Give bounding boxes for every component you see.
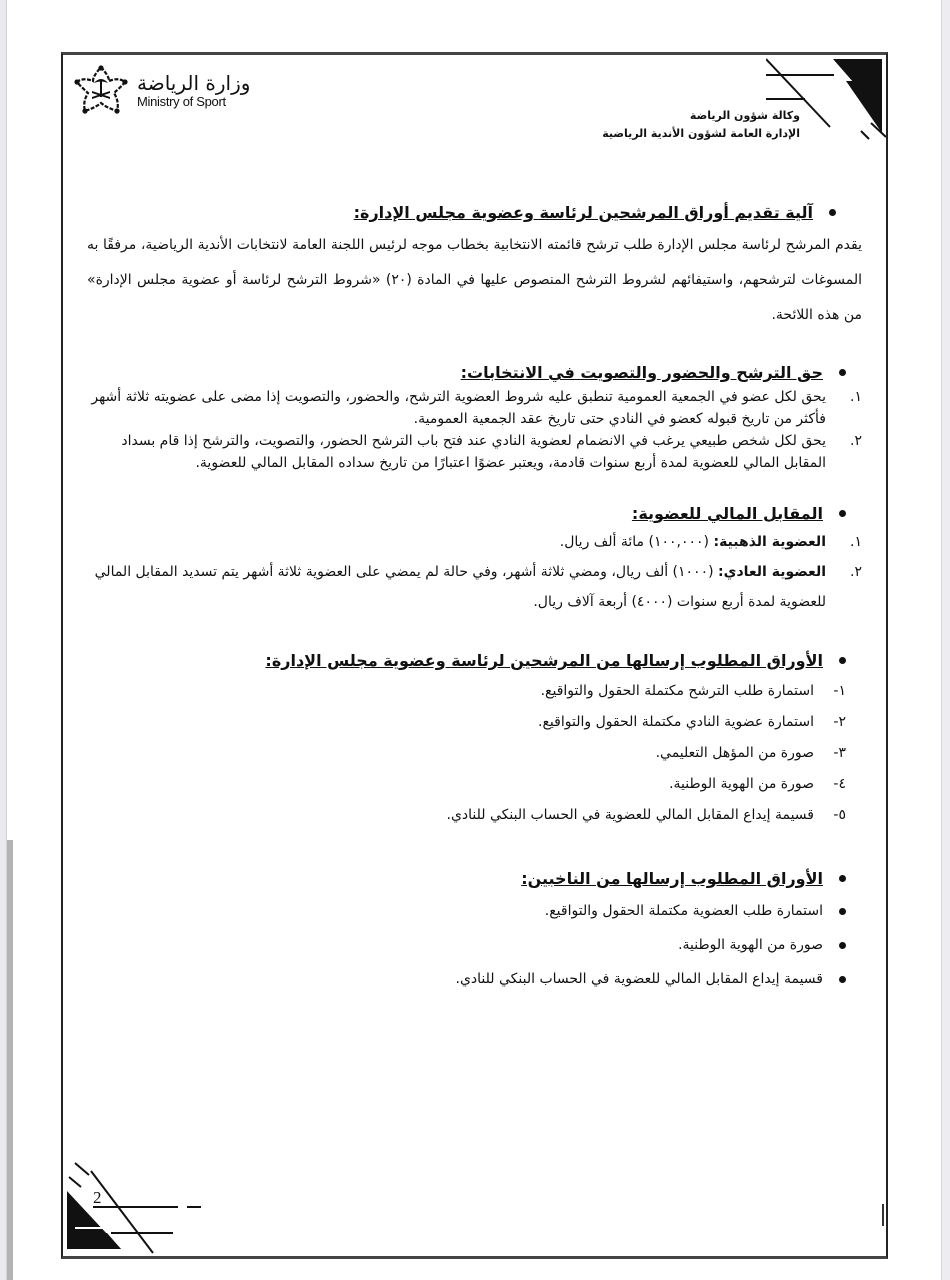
ministry-emblem-icon xyxy=(73,63,129,117)
numbered-list xyxy=(87,676,862,831)
section-membership-fees xyxy=(87,504,862,617)
bullet-icon xyxy=(839,657,846,664)
bullet-icon xyxy=(839,976,846,983)
list-item: ١. يحق لكل عضو في الجمعية العمومية تنطبق عليه شروط العضوية الترشح، والحضور، والتصويت إذا مضى على عضويته ثلاثة أشهر فأكثر من تاريخ قبوله كعضو في النادي حتى تاريخ عقد الجمعية العمومية. xyxy=(91,389,862,427)
document-page xyxy=(61,52,888,1259)
list-item: ١- استمارة طلب الترشح مكتملة الحقول والتواقيع. xyxy=(540,683,846,699)
logo-arabic-text: وزارة الرياضة xyxy=(137,70,251,95)
numbered-list xyxy=(87,386,862,474)
viewer-right-edge xyxy=(941,0,950,1280)
bullet-icon xyxy=(829,209,836,216)
logo-english-text: Ministry of Sport xyxy=(137,93,226,109)
list-item: صورة من الهوية الوطنية. xyxy=(87,928,846,962)
agency-name: وكالة شؤون الرياضة xyxy=(689,109,800,122)
document-body xyxy=(87,203,862,996)
list-item: ٣- صورة من المؤهل التعليمي. xyxy=(655,745,846,761)
list-item: استمارة طلب العضوية مكتملة الحقول والتواقيع. xyxy=(87,894,846,928)
section-voting-rights xyxy=(87,363,862,474)
bullet-icon xyxy=(839,369,846,376)
list-item: ٢- استمارة عضوية النادي مكتملة الحقول والتواقيع. xyxy=(538,714,846,730)
section-submission-mechanism xyxy=(87,203,863,333)
section-heading: المقابل المالي للعضوية: xyxy=(87,504,846,523)
corner-decoration-bottom-left xyxy=(63,1161,213,1256)
list-item: ٢. العضوية العادي: (١٠٠٠) ألف ريال، ومضي ثلاثة أشهر، وفي حالة لم يمضي على العضوية ثلاثة أشهر يتم تسديد المقابل المالي للعضوية لمدة أربع سنوات (٤٠٠٠) أربعة آلاف ريال. xyxy=(94,564,862,610)
bullet-icon xyxy=(839,942,846,949)
ministry-logo xyxy=(73,63,250,117)
department-header xyxy=(602,107,800,143)
list-item: قسيمة إيداع المقابل المالي للعضوية في الحساب البنكي للنادي. xyxy=(87,962,846,996)
section-heading: الأوراق المطلوب إرسالها من الناخبين: xyxy=(87,869,846,888)
scrollbar-thumb[interactable] xyxy=(7,840,13,1280)
bullet-icon xyxy=(839,510,846,517)
bullet-icon xyxy=(839,875,846,882)
page-number: 2 xyxy=(93,1188,102,1207)
section-heading: آلية تقديم أوراق المرشحين لرئاسة وعضوية مجلس الإدارة: xyxy=(87,203,836,222)
section-paragraph: يقدم المرشح لرئاسة مجلس الإدارة طلب ترشح قائمته الانتخابية بخطاب موجه لرئيس اللجنة العامة لانتخابات الأندية الرياضية، مرفقًا به المسوغات لترشحهم، واستيفائهم لشروط الترشح المنصوص عليها في المادة (٢٠) «شروط الترشح لرئاسة أو عضوية مجلس الإدارة» من هذه اللائحة. xyxy=(87,237,863,323)
margin-mark xyxy=(882,1204,884,1226)
list-item: ٥- قسيمة إيداع المقابل المالي للعضوية في الحساب البنكي للنادي. xyxy=(446,807,846,823)
viewer-left-edge xyxy=(0,0,7,1280)
section-voter-documents xyxy=(87,869,862,996)
bullet-list xyxy=(87,894,862,996)
list-item: ٢. يحق لكل شخص طبيعي يرغب في الانضمام لعضوية النادي عند فتح باب الترشح الحضور، والتصويت، والترشح إذا قام بسداد المقابل المالي للعضوية لمدة أربع سنوات قادمة، ويعتبر عضوًا اعتبارًا من تاريخ سداده المقابل المالي للعضوية. xyxy=(121,433,862,471)
section-heading: الأوراق المطلوب إرسالها من المرشحين لرئاسة وعضوية مجلس الإدارة: xyxy=(87,651,846,670)
list-item: ١. العضوية الذهبية: (١٠٠,٠٠٠) مائة ألف ريال. xyxy=(559,534,862,550)
bullet-icon xyxy=(839,908,846,915)
section-heading: حق الترشح والحضور والتصويت في الانتخابات: xyxy=(87,363,846,382)
numbered-list xyxy=(87,527,862,617)
department-name: الإدارة العامة لشؤون الأندية الرياضية xyxy=(602,127,800,140)
section-candidate-documents xyxy=(87,651,862,831)
list-item: ٤- صورة من الهوية الوطنية. xyxy=(669,776,846,792)
